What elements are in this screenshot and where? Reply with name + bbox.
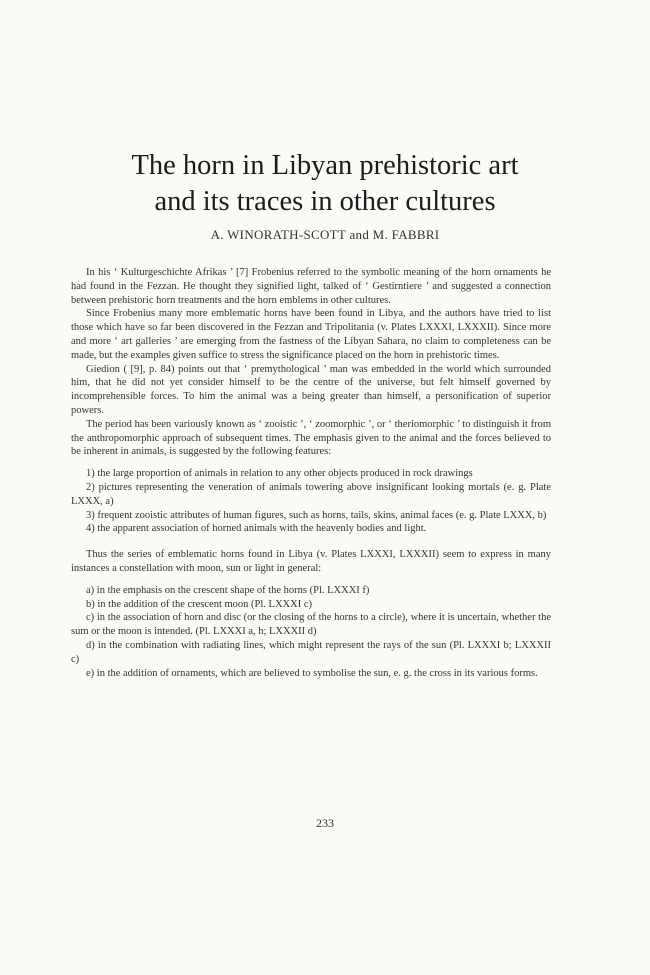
title-line-1: The horn in Libyan prehistoric art xyxy=(131,150,519,181)
page-number: 233 xyxy=(316,816,334,830)
article-title xyxy=(60,148,590,220)
paragraph: In his ‘ Kulturgeschichte Afrikas ’ [7] Frobenius referred to the symbolic meaning of the horn ornaments he had found in the Fezzan. He thought they signified light, talked of ‘ Gestirntiere ’ and suggested a connection between prehistoric horn treatments and the horn emblems in other cultures. xyxy=(71,267,551,306)
feature-item: 1) the large proportion of animals in relation to any other objects produced in rock drawings xyxy=(86,468,473,480)
paragraph: Thus the series of emblematic horns found in Libya (v. Plates LXXXI, LXXXII) seem to express in many instances a constellation with moon, sun or light in general: xyxy=(71,549,551,574)
constellation-item: e) in the addition of ornaments, which are believed to symbolise the sun, e. g. the cross in its various forms. xyxy=(86,667,538,679)
paragraph: Giedion ( [9], p. 84) points out that ‘ premythological ’ man was embedded in the world which surrounded him, that he did not yet consider himself to be the centre of the universe, but felt himself governed by incomprehensible forces. To him the animal was a being greater than himself, a personification of superior powers. xyxy=(71,363,551,416)
article-body xyxy=(71,266,551,680)
paragraph: The period has been variously known as ‘ zooistic ’, ‘ zoomorphic ’, or ‘ theriomorphic ’ to distinguish it from the anthropomorphic approach of subsequent times. The emphasis given to the animal and the forces believed to be inherent in animals, is suggested by the following features: xyxy=(71,418,551,458)
authors: A. WINORATH-SCOTT and M. FABBRI xyxy=(210,227,440,242)
feature-item: 2) pictures representing the veneration of animals towering above insignificant looking mortals (e. g. Plate LXXX, a) xyxy=(71,481,551,507)
constellation-item: b) in the addition of the crescent moon (Pl. LXXXI c) xyxy=(86,598,312,610)
constellation-item: c) in the association of horn and disc (or the closing of the horns to a circle), where it is uncertain, whether the sum or the moon is intended. (Pl. LXXXI a, h; LXXXII d) xyxy=(71,612,551,638)
paragraph: Since Frobenius many more emblematic horns have been found in Libya, and the authors have tried to list those which have so far been discovered in the Fezzan and Tripolitania (v. Plates LXXXI, LXXXII). Since more and more ‘ art galleries ’ are emerging from the fastness of the Libyan Sahara, no claim to completeness can be made, but the examples given suffice to stress the significance placed on the horn in prehistoric times. xyxy=(71,308,551,361)
feature-item: 3) frequent zooistic attributes of human figures, such as horns, tails, skins, animal faces (e. g. Plate LXXX, b) xyxy=(86,509,547,521)
constellation-item: a) in the emphasis on the crescent shape of the horns (Pl. LXXXI f) xyxy=(86,584,370,596)
feature-item: 4) the apparent association of horned animals with the heavenly bodies and light. xyxy=(86,523,427,535)
constellation-item: d) in the combination with radiating lines, which might represent the rays of the sun (Pl. LXXXI b; LXXXII c) xyxy=(71,639,551,665)
title-line-2: and its traces in other cultures xyxy=(154,186,496,217)
